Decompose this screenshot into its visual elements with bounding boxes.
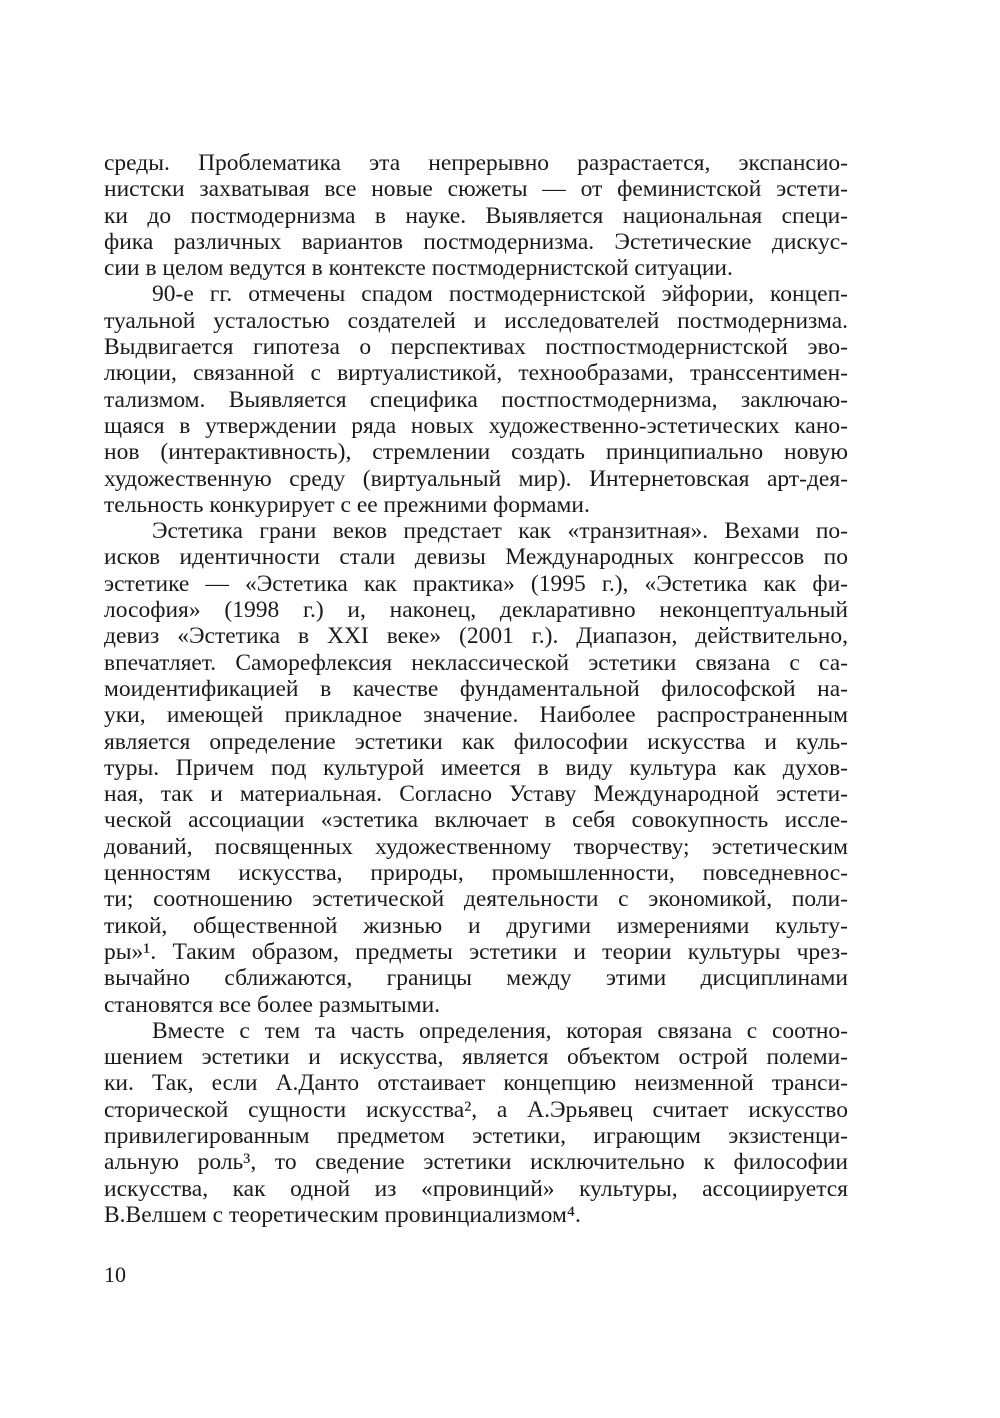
text-line: является определение эстетики как философии искусства и куль- <box>104 728 848 755</box>
text-line: привилегированным предметом эстетики, играющим экзистенци- <box>104 1122 848 1149</box>
text-line: моидентификацией в качестве фундаментальной философской на- <box>104 675 848 702</box>
text-line: среды. Проблематика эта непрерывно разрастается, экспансио- <box>104 150 848 176</box>
paragraph-3 <box>104 518 848 1018</box>
text-line: сии в целом ведутся в контексте постмодернистской ситуации. <box>104 255 733 282</box>
text-line: тикой, общественной жизнью и другими измерениями культу- <box>104 912 848 939</box>
text-line: альную роль³, то сведение эстетики исключительно к философии <box>104 1149 848 1176</box>
paragraph-1 <box>104 150 848 281</box>
text-line: туры. Причем под культурой имеется в виду культура как духов- <box>104 754 848 781</box>
text-line: уки, имеющей прикладное значение. Наиболее распространенным <box>104 702 848 729</box>
text-line: впечатляет. Саморефлексия неклассической эстетики связана с са- <box>104 649 848 676</box>
text-line: Выдвигается гипотеза о перспективах постпостмодернистской эво- <box>104 334 848 361</box>
text-line: ная, так и материальная. Согласно Уставу Международной эстети- <box>104 781 848 808</box>
text-line: ценностям искусства, природы, промышленности, повседневнос- <box>104 860 848 887</box>
text-line: исков идентичности стали девизы Международных конгрессов по <box>104 544 848 571</box>
text-line: ки. Так, если А.Данто отстаивает концепцию неизменной транси- <box>104 1070 848 1097</box>
text-line: 90-е гг. отмечены спадом постмодернистской эйфории, концеп- <box>152 281 848 308</box>
text-line: щаяся в утверждении ряда новых художественно-эстетических кано- <box>104 412 848 439</box>
text-line: ки до постмодернизма в науке. Выявляется национальная специ- <box>104 202 848 229</box>
text-line: туальной усталостью создателей и исследователей постмодернизма. <box>104 307 848 334</box>
text-line: шением эстетики и искусства, является объектом острой полеми- <box>104 1044 848 1071</box>
text-line: люции, связанной с виртуалистикой, технообразами, транссентимен- <box>104 360 848 387</box>
page-number: 10 <box>104 1262 126 1287</box>
text-line: дований, посвященных художественному творчеству; эстетическим <box>104 833 848 860</box>
text-line: вычайно сближаются, границы между этими дисциплинами <box>104 965 848 992</box>
paragraph-2 <box>104 281 848 518</box>
text-line: В.Велшем с теоретическим провинциализмом⁴. <box>104 1201 581 1228</box>
text-line: нов (интерактивность), стремлении создать принципиально новую <box>104 439 848 466</box>
paragraph-4 <box>104 1018 848 1228</box>
text-line: Эстетика грани веков предстает как «транзитная». Вехами по- <box>152 518 848 545</box>
text-line: ческой ассоциации «эстетика включает в себя совокупность иссле- <box>104 807 848 834</box>
text-line: лософия» (1998 г.) и, наконец, декларативно неконцептуальный <box>104 597 848 624</box>
text-line: нистски захватывая все новые сюжеты — от феминистской эстети- <box>104 176 848 203</box>
text-line: фика различных вариантов постмодернизма. Эстетические дискус- <box>104 228 848 255</box>
text-line: Вместе с тем та часть определения, которая связана с соотно- <box>152 1017 848 1044</box>
text-line: ры»¹. Таким образом, предметы эстетики и теории культуры чрез- <box>104 938 848 965</box>
text-line: сторической сущности искусства², а А.Эрьявец считает искусство <box>104 1096 848 1123</box>
body-text <box>104 150 848 1228</box>
text-line: эстетике — «Эстетика как практика» (1995 г.), «Эстетика как фи- <box>104 570 848 597</box>
text-line: тализмом. Выявляется специфика постпостмодернизма, заключаю- <box>104 386 848 413</box>
text-line: становятся все более размытыми. <box>104 991 441 1018</box>
text-line: девиз «Эстетика в XXI веке» (2001 г.). Диапазон, действительно, <box>104 623 848 650</box>
text-line: тельность конкурирует с ее прежними формами. <box>104 491 590 518</box>
text-line: художественную среду (виртуальный мир). Интернетовская арт-дея- <box>104 465 848 492</box>
text-line: ти; соотношению эстетической деятельности с экономикой, поли- <box>104 886 848 913</box>
text-line: искусства, как одной из «провинций» культуры, ассоциируется <box>104 1175 848 1202</box>
